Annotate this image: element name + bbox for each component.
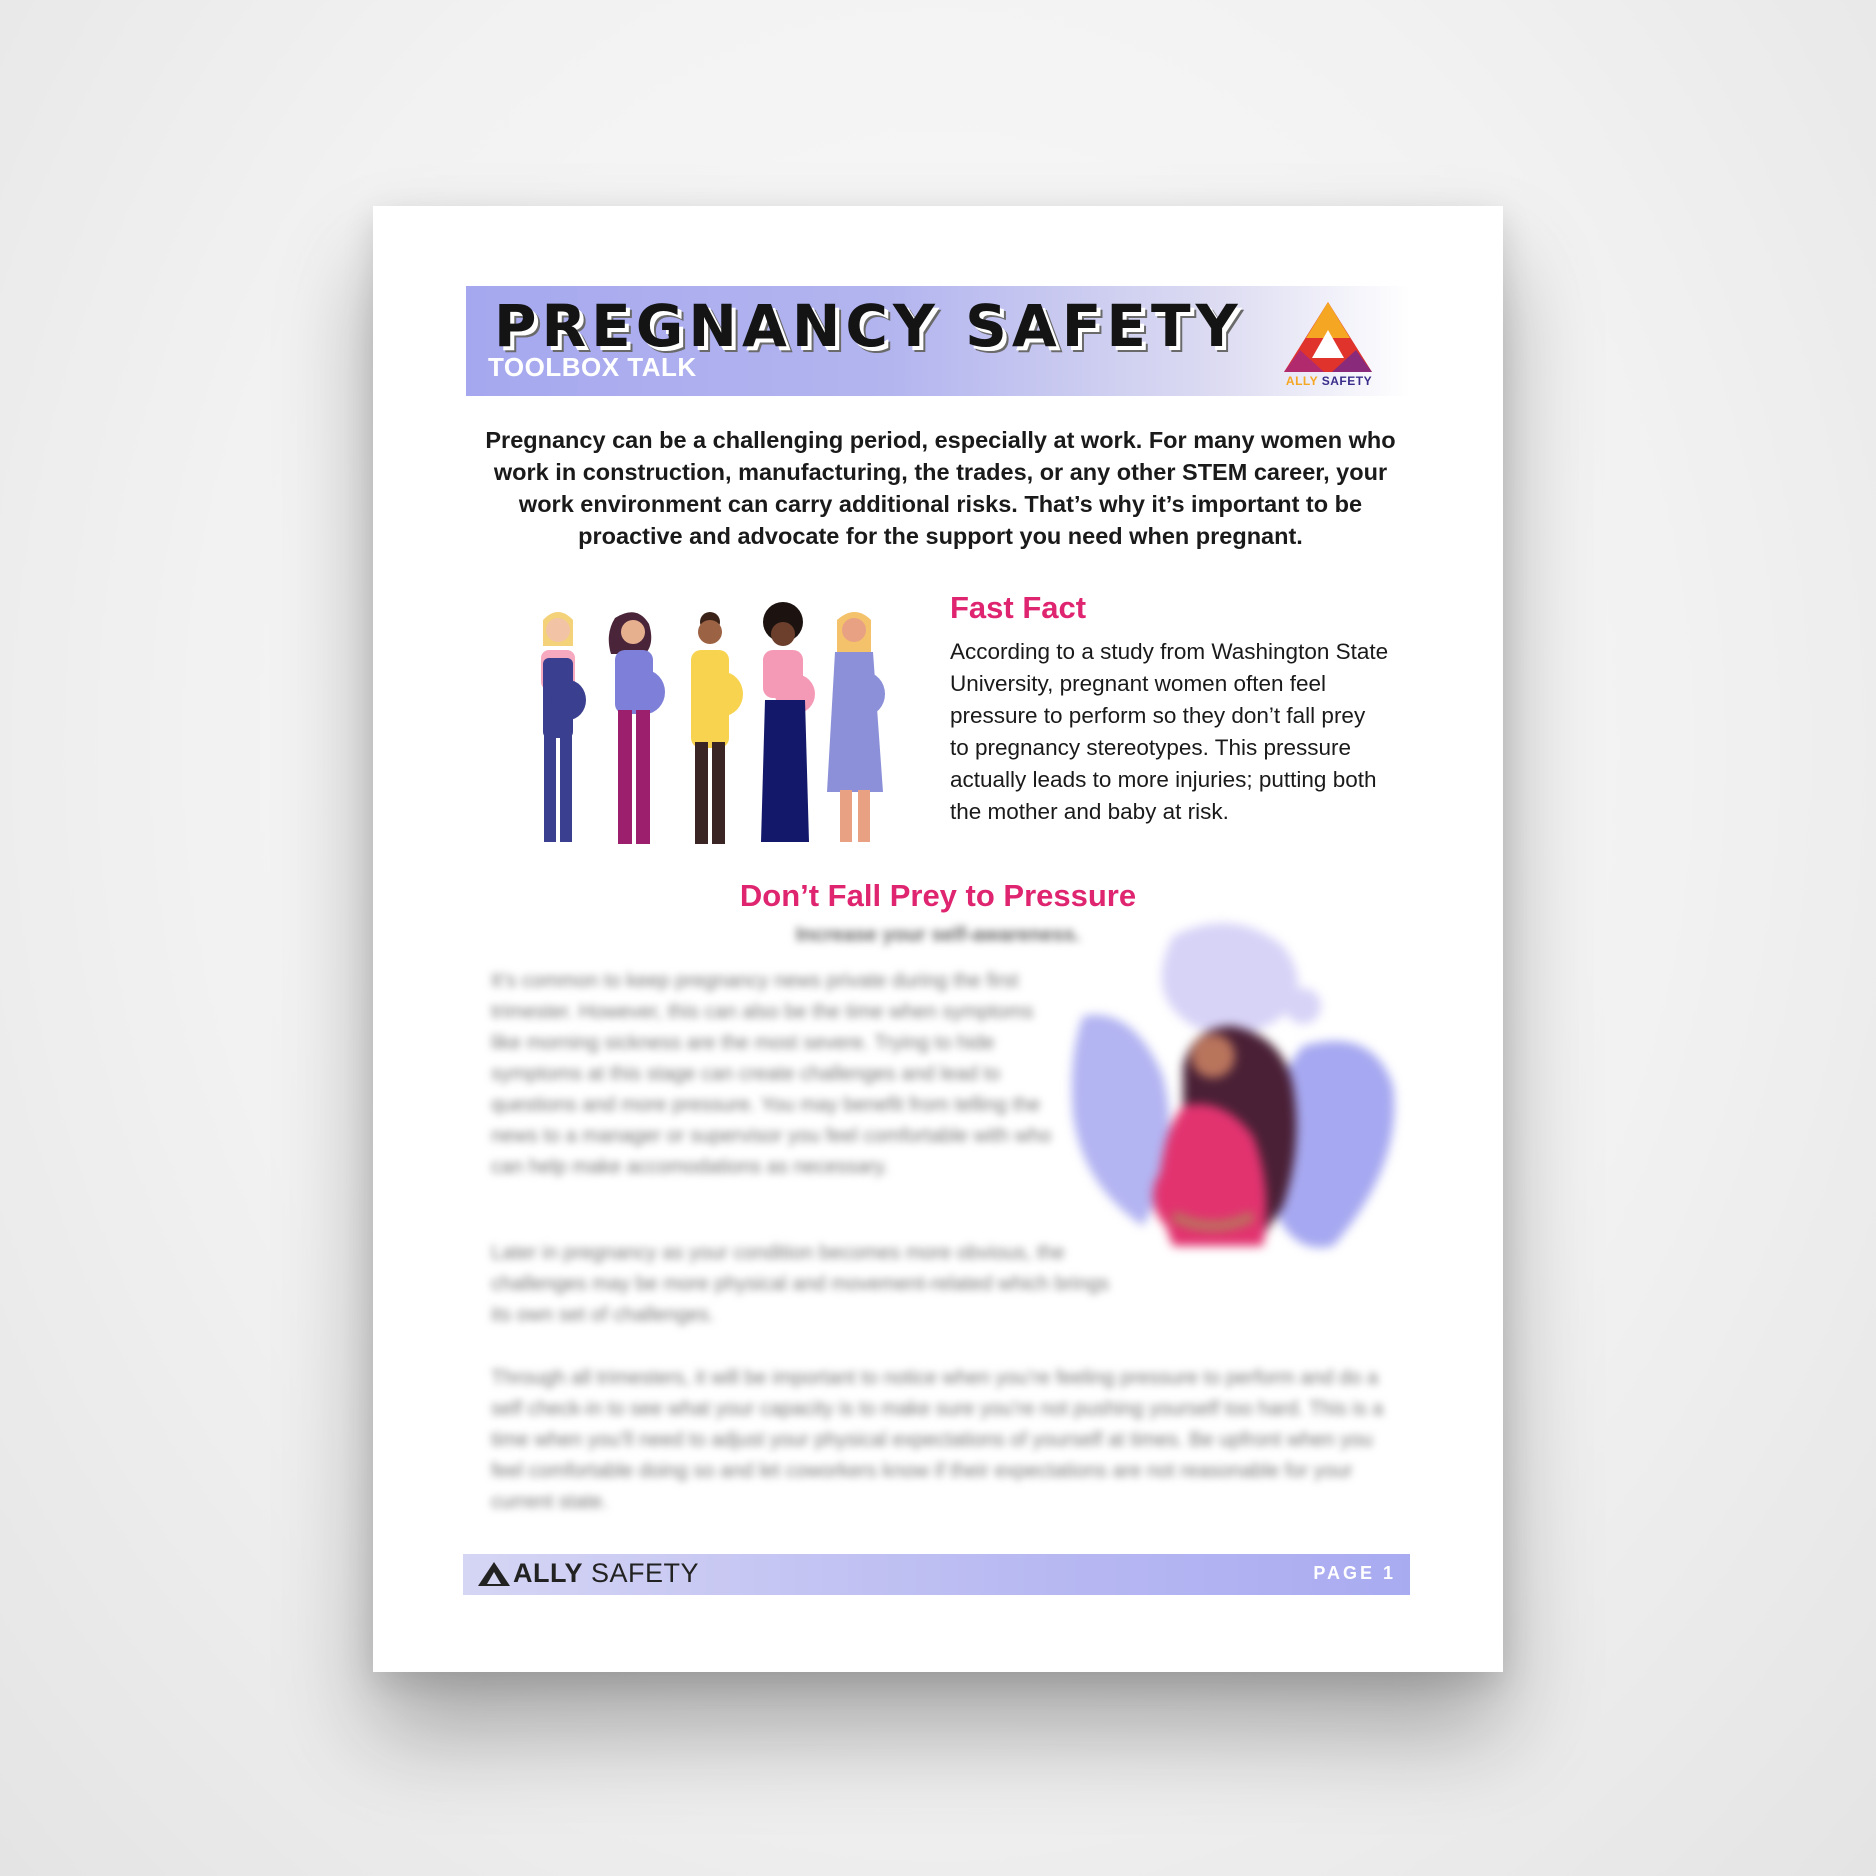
- document-page: [373, 206, 1503, 1672]
- body-paragraph: Later in pregnancy as your condition becomes more obvious, the challenges may be more physical and movement-related which brings its own set of challenges.: [491, 1242, 1110, 1326]
- pregnant-women-illustration: [513, 602, 908, 854]
- body-paragraph: Through all trimesters, it will be important to notice when you’re feeling pressure to perform and do a self check-in to see what your capacity is to make sure you’re not pushing yourself too hard. This is a time when you’ll need to adjust your physical expectations of yourself at times. Be upfront when you feel comfortable doing so and let coworkers know if their expectations are not reasonable for your current state.: [491, 1367, 1384, 1513]
- page-subtitle: TOOLBOX TALK: [488, 352, 697, 382]
- woman-figure: [761, 602, 815, 842]
- fast-fact-title: Fast Fact: [950, 590, 1087, 625]
- body-paragraph: It’s common to keep pregnancy news private during the first trimester. However, this can also be the time when symptoms like morning sickness are the most severe. Trying to hide symptoms at this stage can create challenges and lead to questions and more pressure. You may benefit from telling the news to a manager or supervisor you feel comfortable with who can help make accomodations as necessary.: [491, 970, 1052, 1178]
- triangle-logo-icon: [1280, 300, 1376, 376]
- footer-brand: ALLY SAFETY: [513, 1558, 700, 1588]
- ally-safety-logo: [1280, 300, 1376, 390]
- section-subtitle: Increase your self-awareness.: [795, 924, 1081, 946]
- page-number: PAGE 1: [1313, 1563, 1396, 1583]
- fast-fact-text: According to a study from Washington State University, pregnant women often feel pressure to perform so they don’t fall prey to pregnancy stereotypes. This pressure actually leads to more injuries; putting both the mother and baby at risk.: [950, 639, 1389, 824]
- logo-text: ALLY SAFETY: [1285, 374, 1373, 388]
- footer-band: [463, 1554, 1410, 1595]
- woman-figure: [609, 612, 665, 844]
- woman-figure: [541, 612, 586, 842]
- page-title: PREGNANCY SAFETY: [494, 292, 1243, 360]
- header-band: [466, 286, 1411, 396]
- woman-figure: [827, 612, 885, 842]
- section-title: Don’t Fall Prey to Pressure: [739, 878, 1137, 913]
- pregnant-woman-illustration: [1063, 916, 1403, 1286]
- footer-logo-icon: [477, 1561, 511, 1587]
- woman-figure: [691, 612, 743, 844]
- intro-paragraph: Pregnancy can be a challenging period, especially at work. For many women who work in construction, manufacturing, the trades, or any other STEM career, your work environment can carry additional risks. That’s why it’s important to be proactive and advocate for the support you need when pregnant.: [485, 427, 1396, 549]
